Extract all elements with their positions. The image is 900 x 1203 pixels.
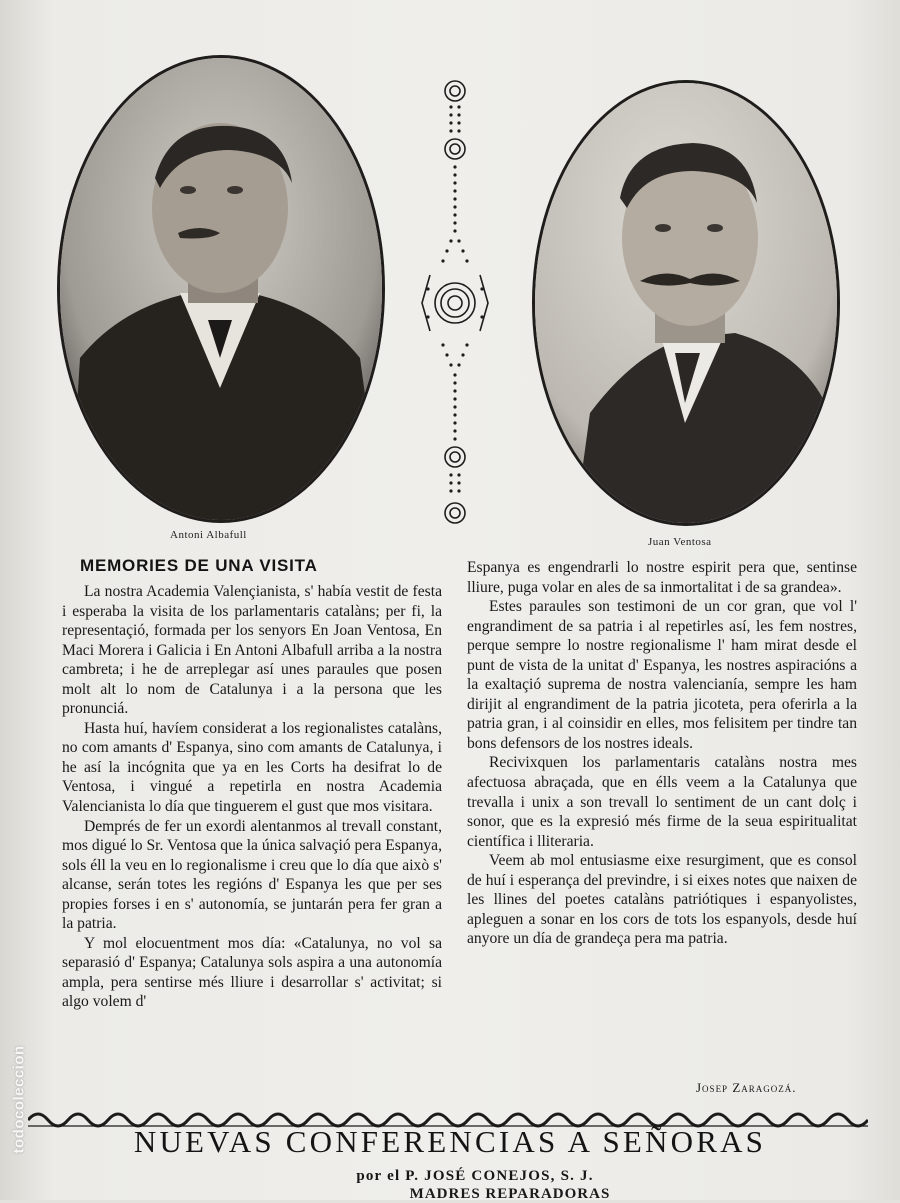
paragraph: Espanya es engendrarli lo nostre espirit pera que, sentinse lliure, puga volar en ales de sa inmortalitat i de sa grandea». [467,559,857,596]
paragraph: Estes paraules son testimoni de un cor gran, que vol l' engrandiment de sa patria i al repetirles así, les fem nostres, perque sempre lo nostre regionalisme l' ham mirat desde el punt de vista de la unitat d' Espanya, les nostres aspiracións a la exaltaçió suprema de nostra valencianía, sempre les ham dirijit al engrandiment de la patria jicoteta, pera oferirla a la patria gran, i al coinsidir en elles, mos felisitem per tindre tan bons defensors de los nostres ideals. [467,598,857,752]
portrait-photo [535,83,837,523]
caption-left: Antoni Albafull [170,529,247,541]
rose-icon [435,283,475,323]
caption-right: Juan Ventosa [648,536,712,548]
author-signature: Josep Zaragozá. [696,1080,797,1095]
rose-icon [445,503,465,523]
portrait-photo [60,58,382,520]
paragraph: Hasta huí, havíem considerat a los regionalistes catalàns, no com amants d' Espanya, sino com amants de Catalunya, i he así la incógnita que ya en les Corts ha desifrat lo de Ventosa, i vingué a repetirla en nostra Academia Valencianista lo día que tinguerem el gust que mos visitara. [62,719,442,816]
article-column-left [62,582,442,1012]
paragraph: Recivixquen los parlamentaris catalàns nostra mes afectuosa abraçada, que en élls veem a la Catalunya que trevalla i unix a son trevall lo sentiment de un cant dolç i sonor, que es la expresió més firme de la seua espiritualitat científica i lliteraria. [467,754,857,850]
portrait-juan-ventosa [532,80,840,526]
rose-icon [445,447,465,467]
portrait-antoni-albafull [57,55,385,523]
paragraph: Y mol elocuentment mos día: «Catalunya, no vol sa separasió d' Espanya; Catalunya sols aspira a una autonomía ampla, pera sentirse més lliure i desarrollar s' activitat; si algo volem d' [62,934,442,1011]
paragraph: La nostra Academia Valençianista, s' había vestit de festa i esperaba la visita de los parlamentaris catalàns; per fi, la representaçió, formada per los senyors En Joan Ventosa, En Maci Morera i Galicia i En Antoni Albafull arriba a la nostra cambreta; i he de arreplegar así unes paraules que posen molt alt lo nom de Catalunya i a la persona que les pronunciá. [62,583,442,718]
article-column-right [467,558,857,949]
paragraph: Demprés de fer un exordi alentanmos al trevall constant, mos digué lo Sr. Ventosa que la única salvaçió pera Espanya, sols éll la veu en lo regionalisme i creu que lo día que això s' alcanse, serán totes les regións d' Espanya les que per ses propies forses i en s' autonomía, se juntarán pera fer gran a la patria. [62,817,442,933]
banner-title: NUEVAS CONFERENCIAS A SEÑORAS [133,1124,767,1159]
banner-cut-line: MADRES REPARADORAS [409,1186,611,1202]
article-title: MEMORIES DE UNA VISITA [80,556,318,575]
paragraph: Veem ab mol entusiasme eixe resurgiment, que es consol de huí i esperança del previndre, i si eixes notes que naixen de les llines del poetes catalàns patriótiques i espanyolistes, apleguen a sonar en los cors de tots los espanyols, desde huí anyore un día de grandeça pera ma patria. [467,852,857,948]
floral-ornament-icon [418,75,492,531]
banner-subtitle: por el P. JOSÉ CONEJOS, S. J. [356,1168,594,1184]
rose-icon [445,139,465,159]
rose-icon [445,81,465,101]
watermark: todocoleccion [10,1045,28,1154]
